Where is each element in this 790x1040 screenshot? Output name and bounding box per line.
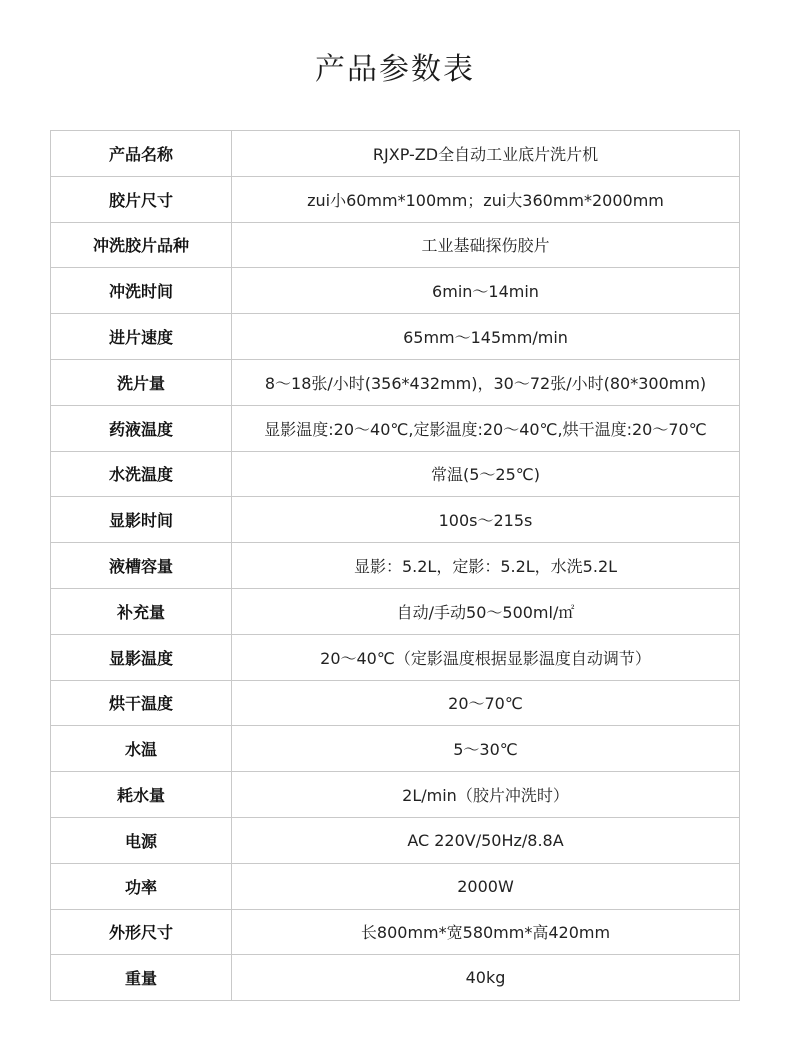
spec-value: AC 220V/50Hz/8.8A	[232, 817, 740, 863]
table-row	[51, 634, 740, 680]
spec-label: 显影时间	[51, 497, 232, 543]
spec-value: 20～70℃	[232, 680, 740, 726]
spec-label: 外形尺寸	[51, 909, 232, 955]
spec-value: 5～30℃	[232, 726, 740, 772]
spec-value: 8～18张/小时(356*432mm)，30～72张/小时(80*300mm)	[232, 359, 740, 405]
spec-label: 进片速度	[51, 314, 232, 360]
spec-label: 洗片量	[51, 359, 232, 405]
spec-value: 6min～14min	[232, 268, 740, 314]
spec-value: 自动/手动50～500ml/㎡	[232, 588, 740, 634]
table-row	[51, 955, 740, 1001]
spec-value: 2000W	[232, 863, 740, 909]
spec-table	[50, 130, 740, 1001]
table-row	[51, 359, 740, 405]
spec-value: 显影温度:20～40℃,定影温度:20～40℃,烘干温度:20～70℃	[232, 405, 740, 451]
table-row	[51, 268, 740, 314]
spec-label: 冲洗胶片品种	[51, 222, 232, 268]
spec-value: 100s～215s	[232, 497, 740, 543]
table-row	[51, 314, 740, 360]
spec-label: 电源	[51, 817, 232, 863]
spec-label: 功率	[51, 863, 232, 909]
table-row	[51, 726, 740, 772]
spec-label: 重量	[51, 955, 232, 1001]
spec-label: 胶片尺寸	[51, 176, 232, 222]
table-row	[51, 863, 740, 909]
page-title: 产品参数表	[315, 52, 475, 87]
spec-value: 长800mm*宽580mm*高420mm	[232, 909, 740, 955]
table-row	[51, 817, 740, 863]
table-row	[51, 772, 740, 818]
spec-value: 65mm～145mm/min	[232, 314, 740, 360]
spec-label: 烘干温度	[51, 680, 232, 726]
spec-label: 显影温度	[51, 634, 232, 680]
table-row	[51, 680, 740, 726]
spec-value: 40kg	[232, 955, 740, 1001]
table-row	[51, 405, 740, 451]
spec-label: 水温	[51, 726, 232, 772]
table-row	[51, 222, 740, 268]
table-row	[51, 451, 740, 497]
spec-value: zui小60mm*100mm；zui大360mm*2000mm	[232, 176, 740, 222]
table-row	[51, 588, 740, 634]
spec-label: 耗水量	[51, 772, 232, 818]
spec-value: 20～40℃（定影温度根据显影温度自动调节）	[232, 634, 740, 680]
spec-label: 补充量	[51, 588, 232, 634]
spec-value: 常温(5～25℃)	[232, 451, 740, 497]
spec-label: 水洗温度	[51, 451, 232, 497]
table-row	[51, 176, 740, 222]
spec-value: 工业基础探伤胶片	[232, 222, 740, 268]
spec-value: RJXP-ZD全自动工业底片洗片机	[232, 131, 740, 177]
table-row	[51, 497, 740, 543]
spec-label: 产品名称	[51, 131, 232, 177]
table-row	[51, 543, 740, 589]
table-row	[51, 131, 740, 177]
spec-value: 显影：5.2L，定影：5.2L，水洗5.2L	[232, 543, 740, 589]
spec-label: 药液温度	[51, 405, 232, 451]
spec-value: 2L/min（胶片冲洗时）	[232, 772, 740, 818]
spec-label: 液槽容量	[51, 543, 232, 589]
spec-label: 冲洗时间	[51, 268, 232, 314]
table-row	[51, 909, 740, 955]
